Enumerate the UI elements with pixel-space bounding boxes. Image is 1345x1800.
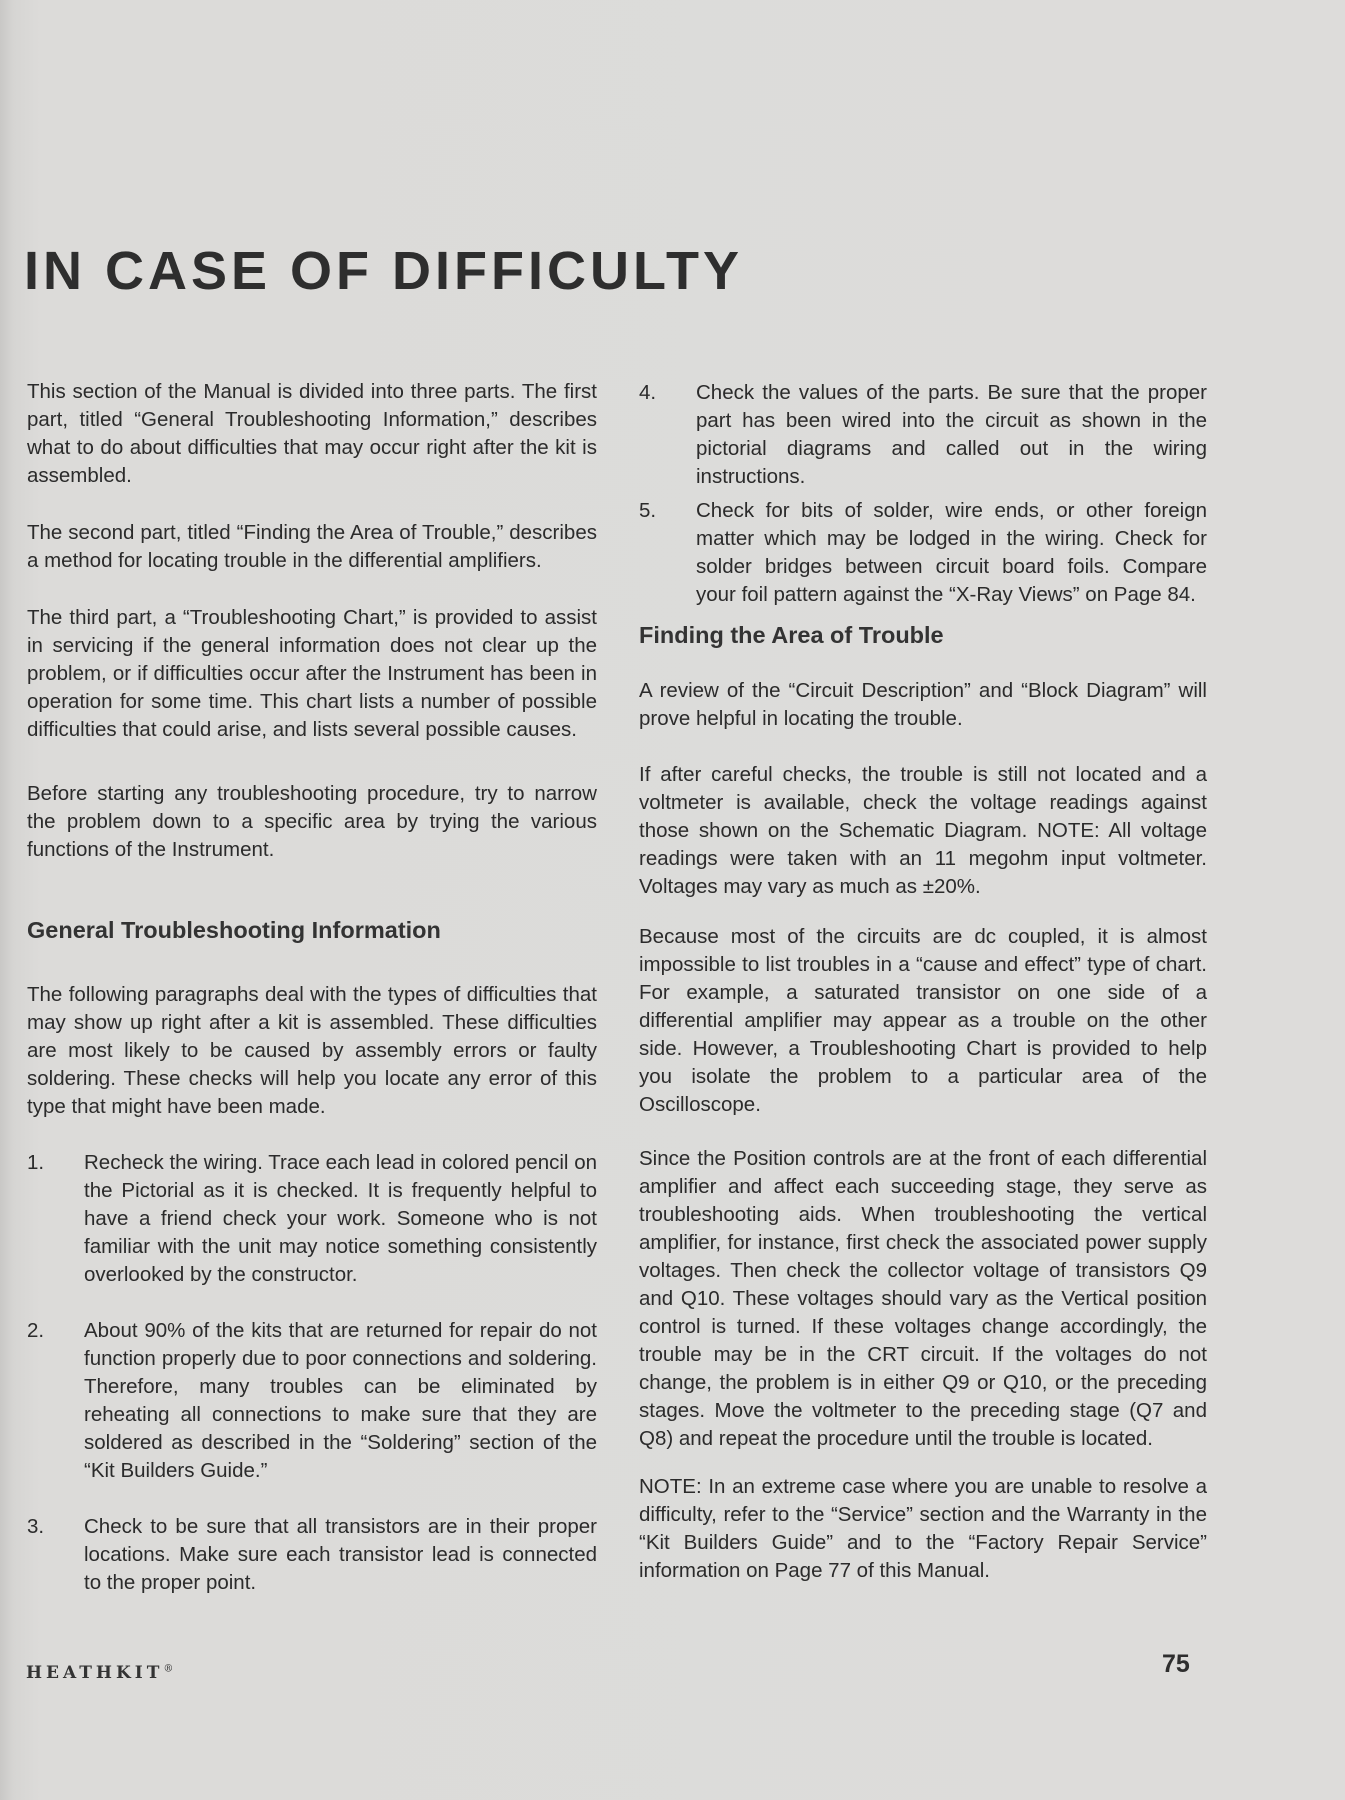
page-title: IN CASE OF DIFFICULTY (24, 241, 743, 301)
page-number: 75 (1162, 1650, 1190, 1678)
list-number: 4. (639, 381, 657, 404)
list-item-4 (639, 379, 1207, 491)
left-column (27, 378, 597, 1597)
finding-trouble-paragraph-2: If after careful checks, the trouble is still not located and a voltmeter is available, check the voltage readings against those shown on the Schematic Diagram. NOTE: All voltage readings were taken with an 11 megohm input voltmeter. Voltages may vary as much as ±20%. (639, 763, 1207, 898)
right-column (639, 379, 1207, 1585)
list-text: About 90% of the kits that are returned for repair do not function properly due to poor connections and soldering. Therefore, many troubles can be eliminated by reheating all connections to make sure that they are soldered as described in the “Soldering” section of the “Kit Builders Guide.” (84, 1319, 597, 1482)
list-item-2 (27, 1317, 597, 1485)
registered-mark: ® (163, 1663, 174, 1675)
list-text: Check the values of the parts. Be sure that the proper part has been wired into the circuit as shown in the pictorial diagrams and called out in the wiring instructions. (696, 381, 1207, 488)
list-text: Check to be sure that all transistors are in their proper locations. Make sure each transistor lead is connected to the proper point. (84, 1515, 597, 1594)
list-number: 1. (27, 1151, 45, 1174)
intro-paragraph-4: Before starting any troubleshooting procedure, try to narrow the problem down to a specific area by trying the various functions of the Instrument. (27, 782, 597, 861)
intro-paragraph-2: The second part, titled “Finding the Area of Trouble,” describes a method for locating trouble in the differential amplifiers. (27, 521, 597, 572)
list-item-1 (27, 1149, 597, 1289)
section-heading-general-troubleshooting: General Troubleshooting Information (27, 917, 441, 943)
list-number: 2. (27, 1319, 45, 1342)
list-number: 5. (639, 499, 657, 522)
finding-trouble-paragraph-1: A review of the “Circuit Description” and “Block Diagram” will prove helpful in locating the trouble. (639, 679, 1207, 730)
list-item-3 (27, 1513, 597, 1597)
intro-paragraph-3: The third part, a “Troubleshooting Chart,” is provided to assist in servicing if the general information does not clear up the problem, or if difficulties occur after the Instrument has been in operation for some time. This chart lists a number of possible difficulties that could arise, and lists several possible causes. (27, 606, 597, 741)
list-text: Recheck the wiring. Trace each lead in colored pencil on the Pictorial as it is checked. It is frequently helpful to have a friend check your work. Someone who is not familiar with the unit may notice something consistently overlooked by the constructor. (84, 1151, 597, 1286)
section-heading-finding-trouble: Finding the Area of Trouble (639, 622, 944, 648)
finding-trouble-paragraph-3: Because most of the circuits are dc coupled, it is almost impossible to list troubles in a “cause and effect” type of chart. For example, a saturated transistor on one side of a differential amplifier may appear as a trouble on the other side. However, a Troubleshooting Chart is provided to help you isolate the problem to a particular area of the Oscilloscope. (639, 925, 1207, 1116)
intro-paragraph-1: This section of the Manual is divided into three parts. The first part, titled “General Troubleshooting Information,” describes what to do about difficulties that may occur right after the kit is assembled. (27, 380, 597, 487)
finding-trouble-paragraph-4: Since the Position controls are at the front of each differential amplifier and affect each succeeding stage, they serve as troubleshooting aids. When troubleshooting the vertical amplifier, for instance, first check the associated power supply voltages. Then check the collector voltage of transistors Q9 and Q10. These voltages should vary as the Vertical position control is turned. If these voltages change accordingly, the trouble may be in the CRT circuit. If the voltages do not change, the problem is in either Q9 or Q10, or the preceding stages. Move the voltmeter to the preceding stage (Q7 and Q8) and repeat the procedure until the trouble is located. (639, 1147, 1207, 1450)
list-number: 3. (27, 1515, 45, 1538)
list-text: Check for bits of solder, wire ends, or other foreign matter which may be lodged in the wiring. Check for solder bridges between circuit board foils. Compare your foil pattern against the “X-Ray Views” on Page 84. (696, 499, 1207, 606)
note-paragraph: NOTE: In an extreme case where you are unable to resolve a difficulty, refer to the “Service” section and the Warranty in the “Kit Builders Guide” and to the “Factory Repair Service” information on Page 77 of this Manual. (639, 1475, 1207, 1582)
brand-name: HEATHKIT (26, 1663, 164, 1683)
list-item-5 (639, 497, 1207, 609)
brand-logo (26, 1663, 173, 1683)
general-troubleshooting-paragraph: The following paragraphs deal with the types of difficulties that may show up right after a kit is assembled. These difficulties are most likely to be caused by assembly errors or faulty soldering. These checks will help you locate any error of this type that might have been made. (27, 983, 597, 1118)
